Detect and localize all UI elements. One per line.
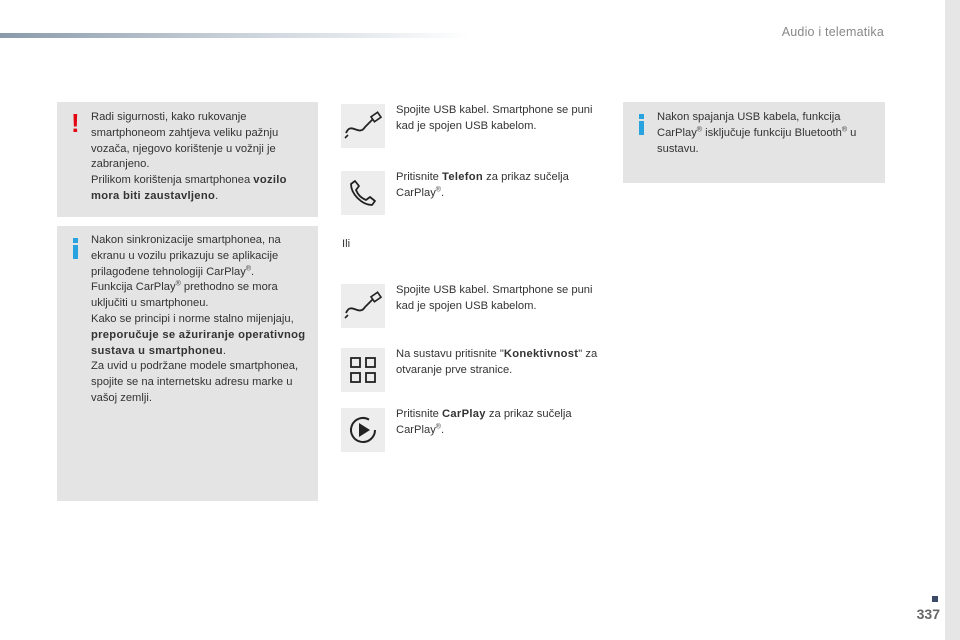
page-edge-strip [945, 0, 960, 640]
warning-exclamation-icon: ! [71, 108, 80, 138]
carplay-play-icon [345, 412, 381, 448]
warning-box [57, 102, 318, 217]
step-b3-text: Pritisnite CarPlay za prikaz sučelja CarPlay®. [396, 408, 572, 436]
phone-handset-icon [347, 177, 379, 209]
step-b2-text: Na sustavu pritisnite "Konektivnost" za otvaranje prve stranice. [396, 348, 598, 376]
phone-icon-box [341, 171, 385, 215]
or-label: Ili [342, 238, 351, 250]
info-box-left [57, 226, 318, 501]
info-box-right [623, 102, 885, 183]
carplay-icon-box [341, 408, 385, 452]
usb-icon-box-b [341, 284, 385, 328]
connectivity-grid-icon [348, 355, 378, 385]
page-marker-square [932, 596, 938, 602]
step-b1-text: Spojite USB kabel. Smartphone se puni kad je spojen USB kabelom. [396, 284, 593, 312]
info-icon [639, 114, 644, 135]
step-a2-text: Pritisnite Telefon za prikaz sučelja CarPlay®. [396, 171, 569, 199]
info-icon [73, 238, 78, 259]
usb-cable-icon [343, 291, 383, 321]
page-number: 337 [916, 606, 940, 622]
info-text-right: Nakon spajanja USB kabela, funkcija CarPlay® isključuje funkciju Bluetooth® u sustavu. [657, 111, 857, 155]
usb-icon-box-a [341, 104, 385, 148]
connectivity-icon-box [341, 348, 385, 392]
section-title: Audio i telematika [781, 25, 884, 39]
info-text-left: Nakon sinkronizacije smartphonea, na ekranu u vozilu prikazuju se aplikacije prilagođene tehnologiji CarPlay®. Funkcija CarPlay® prethodno se mora uključiti u smartphoneu. Kako se principi i norme stalno mijenjaju, preporučuje se ažuriranje operativnog sustava u smartphoneu. Za uvid u podržane modele smartphonea, spojite se na internetsku adresu marke u vašoj zemlji. [91, 234, 306, 404]
usb-cable-icon [343, 111, 383, 141]
header-gradient-bar [0, 33, 470, 38]
warning-text: Radi sigurnosti, kako rukovanje smartphoneom zahtjeva veliku pažnju vozača, njegovo korištenje u vožnji je zabranjeno. Prilikom korištenja smartphonea vozilo mora biti zaustavljeno. [91, 111, 287, 202]
step-a1-text: Spojite USB kabel. Smartphone se puni kad je spojen USB kabelom. [396, 104, 593, 132]
